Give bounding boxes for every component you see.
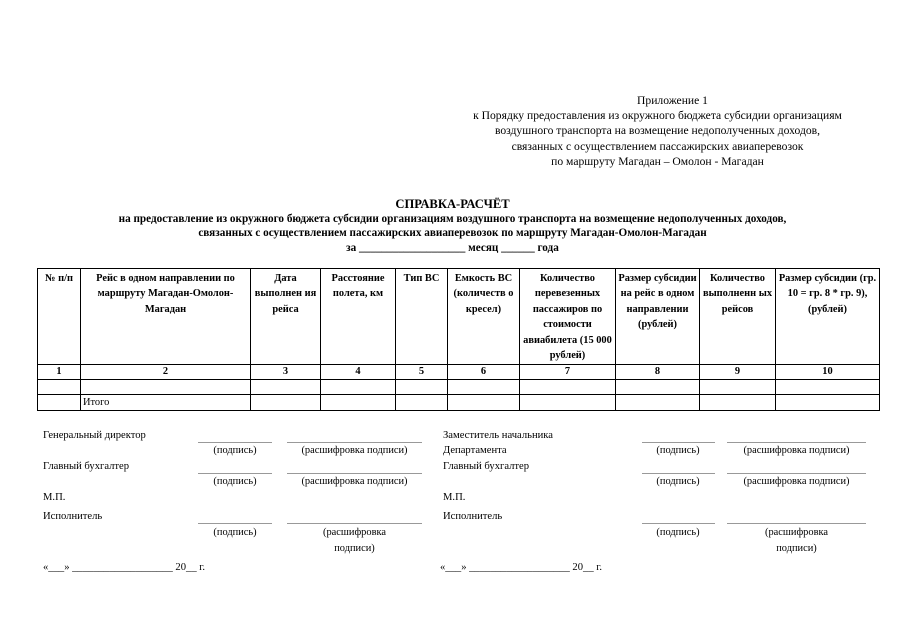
annex-header — [440, 93, 875, 169]
signature-caption: (подпись) — [213, 476, 257, 487]
accountant-signature-line[interactable] — [642, 473, 715, 474]
executor-decode-line[interactable] — [727, 523, 866, 524]
column-number-row — [38, 365, 880, 380]
header-cell: Емкость ВС (количеств о кресел) — [448, 269, 520, 365]
director-label: Генеральный директор — [43, 430, 146, 441]
table-cell[interactable] — [776, 395, 880, 411]
column-number: 10 — [776, 365, 880, 380]
column-number: 5 — [396, 365, 448, 380]
header-cell: Количество перевезенных пассажиров по стоимости авиабилета (15 000 рублей) — [520, 269, 616, 365]
column-number: 3 — [251, 365, 321, 380]
annex-line: воздушного транспорта на возмещение недополученных доходов, — [494, 124, 821, 138]
table-cell[interactable] — [396, 395, 448, 411]
signature-caption: (подпись) — [656, 476, 700, 487]
stamp-label: М.П. — [443, 492, 466, 503]
accountant-signature-line[interactable] — [198, 473, 272, 474]
table-cell[interactable] — [81, 380, 251, 395]
column-number: 4 — [321, 365, 396, 380]
total-label: Итого — [81, 395, 251, 411]
accountant-decode-line[interactable] — [287, 473, 422, 474]
table-cell[interactable] — [448, 380, 520, 395]
decode-caption: (расшифровка подписи) — [743, 445, 850, 456]
table-cell[interactable] — [448, 395, 520, 411]
signature-caption: (подпись) — [656, 445, 700, 456]
document-subtitle-1: на предоставление из окружного бюджета субсидии организациям воздушного транспорта на возмещение недополученных доходов, — [118, 213, 787, 225]
table-header-row — [38, 269, 880, 365]
table-cell[interactable] — [321, 395, 396, 411]
header-cell: Расстояние полета, км — [321, 269, 396, 365]
decode-caption-part: (расшифровка — [323, 527, 386, 538]
calculation-table — [37, 268, 880, 411]
column-number: 2 — [81, 365, 251, 380]
decode-caption-part: подписи) — [776, 543, 817, 554]
deputy-label-line: Заместитель начальника — [443, 430, 553, 441]
executor-signature-line[interactable] — [642, 523, 715, 524]
table-cell[interactable] — [616, 395, 700, 411]
total-row — [38, 395, 880, 411]
deputy-signature-line[interactable] — [642, 442, 715, 443]
decode-caption — [284, 526, 425, 555]
annex-title: Приложение 1 — [637, 94, 708, 107]
decode-caption: (расшифровка подписи) — [301, 445, 408, 456]
date-line[interactable]: «___» ___________________ 20__ г. — [43, 562, 206, 573]
executor-label: Исполнитель — [443, 511, 503, 522]
column-number: 6 — [448, 365, 520, 380]
table-cell[interactable] — [520, 395, 616, 411]
executor-signature-line[interactable] — [198, 523, 272, 524]
deputy-decode-line[interactable] — [727, 442, 866, 443]
accountant-decode-line[interactable] — [727, 473, 866, 474]
table-cell[interactable] — [251, 380, 321, 395]
document-subtitle-2: связанных с осуществлением пассажирских авиаперевозок по маршруту Магадан-Омолон-Магадан — [198, 227, 707, 240]
table-cell[interactable] — [776, 380, 880, 395]
director-decode-line[interactable] — [287, 442, 422, 443]
date-line[interactable]: «___» ___________________ 20__ г. — [440, 562, 603, 573]
deputy-label-line: Департамента — [443, 445, 507, 456]
table-cell[interactable] — [251, 395, 321, 411]
header-cell: Рейс в одном направлении по маршруту Магадан-Омолон-Магадан — [81, 269, 251, 365]
annex-line: к Порядку предоставления из окружного бюджета субсидии организациям — [473, 109, 842, 123]
column-number: 1 — [38, 365, 81, 380]
decode-caption: (расшифровка подписи) — [743, 476, 850, 487]
header-cell: Дата выполнен ия рейса — [251, 269, 321, 365]
table-cell[interactable] — [38, 395, 81, 411]
director-signature-line[interactable] — [198, 442, 272, 443]
header-cell: Количество выполненн ых рейсов — [700, 269, 776, 365]
accountant-label: Главный бухгалтер — [443, 461, 530, 472]
signature-caption: (подпись) — [656, 527, 700, 538]
table-cell[interactable] — [700, 395, 776, 411]
table-cell[interactable] — [616, 380, 700, 395]
table-cell[interactable] — [700, 380, 776, 395]
annex-line: связанных с осуществлением пассажирских авиаперевозок — [511, 139, 804, 153]
period-line: за ___________________ месяц ______ года — [346, 241, 559, 254]
table-cell[interactable] — [520, 380, 616, 395]
table-cell[interactable] — [396, 380, 448, 395]
accountant-label: Главный бухгалтер — [43, 461, 130, 472]
table-row — [38, 380, 880, 395]
executor-decode-line[interactable] — [287, 523, 422, 524]
column-number: 8 — [616, 365, 700, 380]
decode-caption — [725, 526, 868, 555]
table-cell[interactable] — [38, 380, 81, 395]
decode-caption-part: (расшифровка — [765, 527, 828, 538]
document-title-block — [0, 196, 905, 255]
deputy-label — [443, 429, 553, 457]
annex-line: по маршруту Магадан – Омолон - Магадан — [551, 154, 764, 168]
document-title: СПРАВКА-РАСЧЁТ — [395, 197, 510, 211]
executor-label: Исполнитель — [43, 511, 103, 522]
header-cell: Размер субсидии (гр. 10 = гр. 8 * гр. 9), (рублей) — [776, 269, 880, 365]
signature-caption: (подпись) — [213, 445, 257, 456]
table-cell[interactable] — [321, 380, 396, 395]
column-number: 9 — [700, 365, 776, 380]
signature-caption: (подпись) — [213, 527, 257, 538]
header-cell: № п/п — [38, 269, 81, 365]
decode-caption: (расшифровка подписи) — [301, 476, 408, 487]
header-cell: Размер субсидии на рейс в одном направлении (рублей) — [616, 269, 700, 365]
decode-caption-part: подписи) — [334, 543, 375, 554]
header-cell: Тип ВС — [396, 269, 448, 365]
stamp-label: М.П. — [43, 492, 66, 503]
column-number: 7 — [520, 365, 616, 380]
